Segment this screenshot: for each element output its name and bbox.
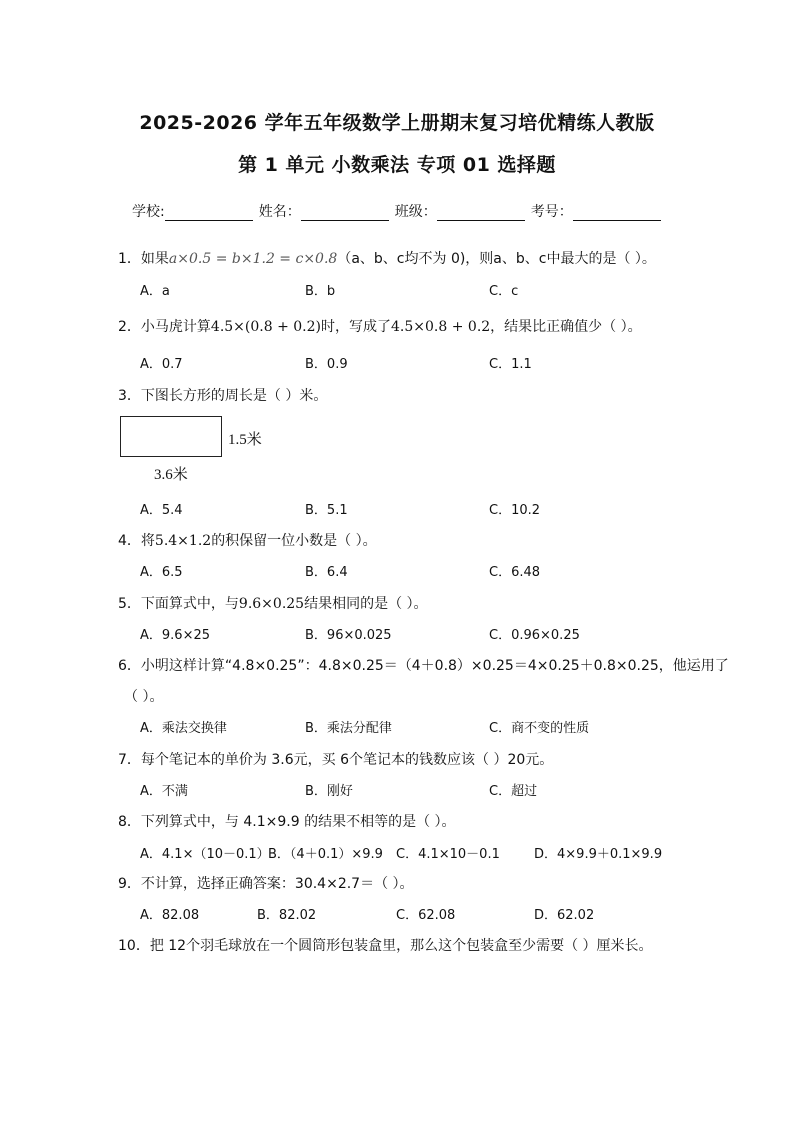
- option-b[interactable]: B．乘法分配律: [305, 721, 392, 736]
- question-8: [118, 811, 456, 831]
- question-text: 的积保留一位小数是（ ）。: [211, 533, 377, 549]
- question-text: 时，写成了: [321, 319, 392, 335]
- option-c[interactable]: C．商不变的性质: [489, 721, 590, 736]
- question-number: 2．: [118, 319, 141, 335]
- option-c[interactable]: C．62.08: [396, 908, 456, 923]
- option-a[interactable]: A．不满: [140, 784, 188, 799]
- question-3: [118, 385, 327, 405]
- school-label: 学校:: [132, 204, 165, 220]
- option-c[interactable]: C．4.1×10－0.1: [396, 847, 500, 862]
- name-label: 姓名：: [258, 204, 301, 220]
- question-number: 3．: [118, 388, 141, 404]
- option-d[interactable]: D．4×9.9＋0.1×9.9: [534, 847, 663, 862]
- question-text: 将: [140, 533, 155, 549]
- option-c[interactable]: C．6.48: [489, 565, 541, 580]
- option-a[interactable]: A．9.6×25: [140, 628, 211, 643]
- school-blank[interactable]: [165, 206, 253, 221]
- option-b[interactable]: B．刚好: [305, 784, 353, 799]
- student-info-row: [132, 201, 667, 221]
- question-10: [118, 935, 653, 955]
- option-c[interactable]: C．0.96×0.25: [489, 628, 580, 643]
- option-b[interactable]: B．b: [305, 284, 336, 299]
- worksheet-title: 2025-2026 学年五年级数学上册期末复习培优精练人教版: [139, 112, 655, 134]
- class-blank[interactable]: [437, 206, 525, 221]
- question-5: [118, 593, 428, 613]
- question-number: 6．: [118, 658, 141, 674]
- option-a[interactable]: A．0.7: [140, 357, 183, 372]
- question-9: [118, 873, 414, 893]
- rectangle-figure: [120, 416, 222, 457]
- option-b[interactable]: B．82.02: [257, 908, 317, 923]
- question-7: [118, 749, 553, 769]
- option-b[interactable]: B．5.1: [305, 503, 348, 518]
- question-text: 结果相同的是（ ）。: [304, 596, 428, 612]
- question-formula: 9.6×0.25: [238, 596, 305, 612]
- question-1: [118, 248, 656, 268]
- option-c[interactable]: C．c: [489, 284, 519, 299]
- option-a[interactable]: A．a: [140, 284, 170, 299]
- question-number: 5．: [118, 596, 141, 612]
- question-formula: a×0.5 = b×1.2 = c×0.8: [168, 251, 338, 267]
- exam-no-label: 考号：: [530, 204, 573, 220]
- question-number: 8．: [118, 814, 141, 830]
- question-text: 如果: [140, 251, 169, 267]
- question-formula: 5.4×1.2: [154, 533, 212, 549]
- question-text: 小明这样计算“4.8×0.25”：4.8×0.25＝（4＋0.8）×0.25＝4×0.25＋0.8×0.25，他运用了: [140, 658, 729, 674]
- option-d[interactable]: D．62.02: [534, 908, 595, 923]
- question-2: [118, 316, 642, 336]
- question-text: 下图长方形的周长是（ ）米。: [140, 388, 328, 404]
- question-text: 把 12个羽毛球放在一个圆筒形包装盒里，那么这个包装盒至少需要（ ）厘米长。: [149, 938, 653, 954]
- option-b[interactable]: B．0.9: [305, 357, 348, 372]
- rectangle-height-label: 1.5米: [228, 432, 262, 448]
- option-c[interactable]: C．1.1: [489, 357, 532, 372]
- question-number: 10．: [118, 938, 150, 954]
- question-formula: 4.5×0.8 + 0.2: [391, 319, 491, 335]
- question-text: 小马虎计算: [140, 319, 211, 335]
- name-blank[interactable]: [301, 206, 389, 221]
- question-4: [118, 530, 377, 550]
- question-6: [118, 655, 729, 675]
- question-text: 下面算式中，与: [140, 596, 239, 612]
- worksheet-subtitle: 第 1 单元 小数乘法 专项 01 选择题: [238, 154, 556, 176]
- exam-no-blank[interactable]: [573, 206, 661, 221]
- option-b[interactable]: B．96×0.025: [305, 628, 392, 643]
- option-a[interactable]: A．4.1×（10－0.1）: [140, 847, 270, 862]
- question-text: ，结果比正确值少（ ）。: [490, 319, 642, 335]
- question-6-continuation: （ ）。: [124, 689, 164, 705]
- option-b[interactable]: B．6.4: [305, 565, 348, 580]
- question-number: 1．: [118, 251, 141, 267]
- question-text: 下列算式中，与 4.1×9.9 的结果不相等的是（ ）。: [140, 814, 456, 830]
- option-a[interactable]: A．乘法交换律: [140, 721, 227, 736]
- question-number: 9．: [118, 876, 141, 892]
- question-number: 4．: [118, 533, 141, 549]
- option-a[interactable]: A．6.5: [140, 565, 183, 580]
- option-a[interactable]: A．82.08: [140, 908, 200, 923]
- question-number: 7．: [118, 752, 141, 768]
- question-formula: 4.5×(0.8 + 0.2): [210, 319, 322, 335]
- class-label: 班级：: [394, 204, 437, 220]
- question-text: （a、b、c均不为 0)，则a、b、c中最大的是（ ）。: [337, 251, 656, 267]
- rectangle-width-label: 3.6米: [154, 467, 188, 483]
- question-text: 每个笔记本的单价为 3.6元，买 6个笔记本的钱数应该（ ）20元。: [140, 752, 554, 768]
- option-c[interactable]: C．超过: [489, 784, 538, 799]
- question-text: 不计算，选择正确答案：30.4×2.7＝（ ）。: [140, 876, 414, 892]
- option-b[interactable]: B．（4＋0.1）×9.9: [268, 847, 383, 862]
- option-a[interactable]: A．5.4: [140, 503, 183, 518]
- option-c[interactable]: C．10.2: [489, 503, 541, 518]
